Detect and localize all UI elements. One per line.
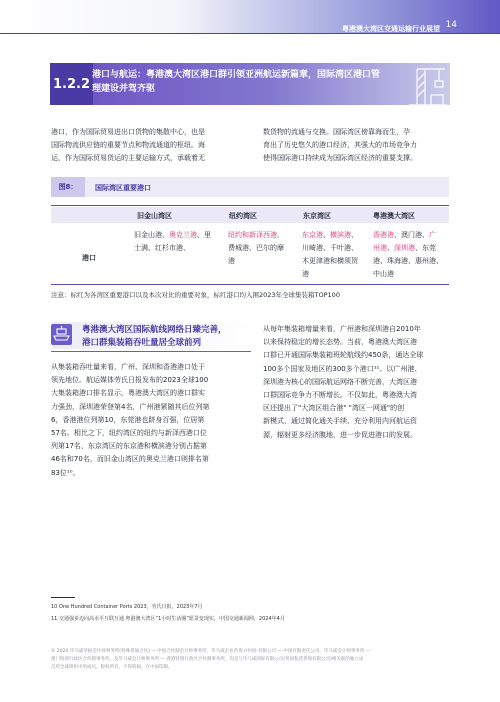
body-left-line: 力强劲，深圳港荣登第4名，广州港紧随其后位列第 <box>51 402 210 411</box>
intro-left-paragraph <box>51 126 241 165</box>
body-left-line: 领先地位。航运媒体劳氏日报发布的2023全球100 <box>51 376 209 385</box>
intro-right-line: 使得国际港口持续成为国际湾区经济的重要支撑。 <box>263 154 417 162</box>
body-right-line: 新模式，通过简化通关手续、充分利用内河航运资 <box>263 417 417 426</box>
port-name-highlighted: 州港 <box>373 244 387 252</box>
body-right-line: 口群国际竞争力不断增长。不仅如此，粤港澳大湾 <box>263 391 417 400</box>
header-divider <box>0 33 500 34</box>
port-crane-icon <box>405 59 451 107</box>
port-name: 、澳门港、 <box>394 231 429 239</box>
cell-line <box>134 229 222 242</box>
footnote-rule <box>51 597 75 598</box>
column-header-tokyo: 东京湾区 <box>303 212 331 220</box>
body-left-line: 列第17名，东京湾区的东京港和横滨港分别占据第 <box>51 442 207 451</box>
highlight-title-line2: 港口群集装箱吞吐量居全球前列 <box>82 338 202 348</box>
copyright-footer <box>51 648 449 672</box>
cell-line: 士满、红杉市港、 <box>134 244 190 252</box>
body-left-paragraph <box>51 361 251 480</box>
table-bottom-rule <box>51 284 449 285</box>
figure-title: 国际湾区重要港口 <box>95 184 151 192</box>
port-name-highlighted: 纽约和新泽西港、 <box>228 231 284 239</box>
port-name: 、里 <box>197 231 211 239</box>
footer-line: 澳门特别行政区合伙制事务所，及毕马威会计师事务所 — 香港特别行政区合伙制事务所，均是与毕马威国际有限公司(英国私营担保有限公司)相关联的独立成 <box>51 657 364 662</box>
section-title-line1: 港口与航运：粤港澳大湾区港口群引领亚洲航运新篇章，国际湾区港口管 <box>92 70 381 80</box>
footer-line: 员所全球组织中的成员。版权所有，不得转载。在中国印制。 <box>51 665 173 670</box>
body-right-line: 100多个国家及地区的300多个港口¹¹。以广州港、 <box>263 364 422 373</box>
footnote-10: 10 One Hundred Container Ports 2023，劳氏日报，2023年7月 <box>51 604 203 610</box>
body-left-line: 6，香港港位列第10，东莞港也跻身百强，位居第 <box>51 415 205 424</box>
page-number: 14 <box>445 20 457 30</box>
body-right-line: 口群已开通国际集装箱班轮航线约450条，通达全球 <box>263 351 424 360</box>
port-name-highlighted: 东京港 <box>302 231 323 239</box>
port-name: 旧金山港、 <box>134 231 169 239</box>
intro-right-line: 育出了历史悠久的港口经济，其强大的市场竞争力 <box>263 141 417 149</box>
body-right-line: 以来保持稳定的增长态势。当前，粤港澳大湾区港 <box>263 338 417 347</box>
column-header-gba: 粤港澳大湾区 <box>373 212 415 220</box>
cell-line: 港 <box>228 257 235 265</box>
cell-line <box>373 242 451 255</box>
port-name: 、东莞 <box>415 244 436 252</box>
intro-right-line: 数货物的流通与交换。国际湾区傍靠海而生，孕 <box>263 128 410 136</box>
highlight-underline <box>51 351 251 352</box>
body-right-paragraph <box>263 323 458 442</box>
table-note: 注意：标红为各湾区重要港口以及本次对比的重要对象，标红港口均入围2023年全球集装箱TOP100 <box>51 291 340 299</box>
body-left-line: 大集装箱港口排名显示，粤港澳大湾区的港口群实 <box>51 389 205 398</box>
intro-left-line: 运，作为国际贸易货运的主要运输方式，承载着无 <box>51 154 205 162</box>
cell-sf-ports <box>134 229 222 255</box>
footer-line: © 2024 毕马威华振会计师事务所(特殊普通合伙) — 中国合伙制会计师事务所，毕马威企业咨询 (中国) 有限公司 — 中国有限责任公司，毕马威会计师事务所 — <box>51 649 371 654</box>
header-title: 粤港澳大湾区交通运输行业展望 <box>342 25 440 33</box>
intro-left-line: 国际物流供应链的重要节点和物流通道的枢纽。海 <box>51 141 205 149</box>
column-header-ny: 纽约湾区 <box>229 212 257 220</box>
section-number: 1.2.2 <box>50 63 93 105</box>
section-title <box>92 68 392 96</box>
ship-icon <box>51 324 72 345</box>
section-title-line2: 理建设并驾齐驱 <box>92 84 156 94</box>
intro-right-paragraph <box>263 126 453 165</box>
row-header-ports: 港口 <box>82 254 96 262</box>
separator: 、 <box>323 231 330 239</box>
cell-line: 木更津港和横须贺 <box>302 257 358 265</box>
table-top-rule <box>51 205 449 206</box>
cell-ny-ports <box>228 229 296 268</box>
cell-line <box>373 229 451 242</box>
cell-line: 费城港、巴尔的摩 <box>228 244 284 252</box>
body-right-line: 区还提出了"大湾区组合港" "湾区一网通"的创 <box>263 404 405 413</box>
page-header <box>0 0 500 33</box>
body-left-line: 46名和70名，而旧金山湾区的奥克兰港口则排名第 <box>51 455 209 464</box>
port-name-highlighted: 深圳港 <box>394 244 415 252</box>
body-left-line: 从集装箱吞吐量来看，广州、深圳和香港港口处于 <box>51 363 205 371</box>
body-right-line: 深圳港为核心的国际航运网络不断完善，大湾区港 <box>263 377 417 386</box>
intro-left-line: 港口，作为国际贸易进出口货物的集散中心，也是 <box>51 128 205 136</box>
port-name-highlighted: 香港港 <box>373 231 394 239</box>
cell-gba-ports <box>373 229 451 281</box>
cell-line: 港、珠海港、惠州港、 <box>373 257 443 265</box>
port-name-highlighted: 奥克兰港 <box>169 231 197 239</box>
cell-line <box>302 229 370 242</box>
port-name-highlighted: 横滨港 <box>330 231 351 239</box>
figure-label: 图8： <box>51 177 85 197</box>
body-right-line: 从每年集装箱增量来看，广州港和深圳港自2010年 <box>263 325 421 333</box>
highlight-title <box>82 324 252 350</box>
body-right-line: 源，辐射更多经济腹地，进一步促进港口的发展。 <box>263 430 417 439</box>
cell-line: 川崎港、千叶港、 <box>302 244 358 252</box>
port-name-highlighted: 广 <box>429 231 436 239</box>
cell-line: 港 <box>302 270 309 278</box>
separator: 、 <box>351 231 358 239</box>
footnote-11: 11 交通强步迈向高水平互联互通 粤港澳大湾区“1小时生活圈”愿景变现实，中国交通新闻网，2024年4月 <box>51 616 285 622</box>
body-left-line: 57名。相比之下，纽约湾区的纽约与新泽西港口位 <box>51 429 207 438</box>
cell-tokyo-ports <box>302 229 370 281</box>
separator: 、 <box>387 244 394 252</box>
column-header-sf: 旧金山湾区 <box>137 212 172 220</box>
highlight-title-line1: 粤港澳大湾区国际航线网络日臻完善， <box>82 325 227 335</box>
body-left-line: 83位¹⁰。 <box>51 468 80 477</box>
cell-line: 中山港 <box>373 270 394 278</box>
